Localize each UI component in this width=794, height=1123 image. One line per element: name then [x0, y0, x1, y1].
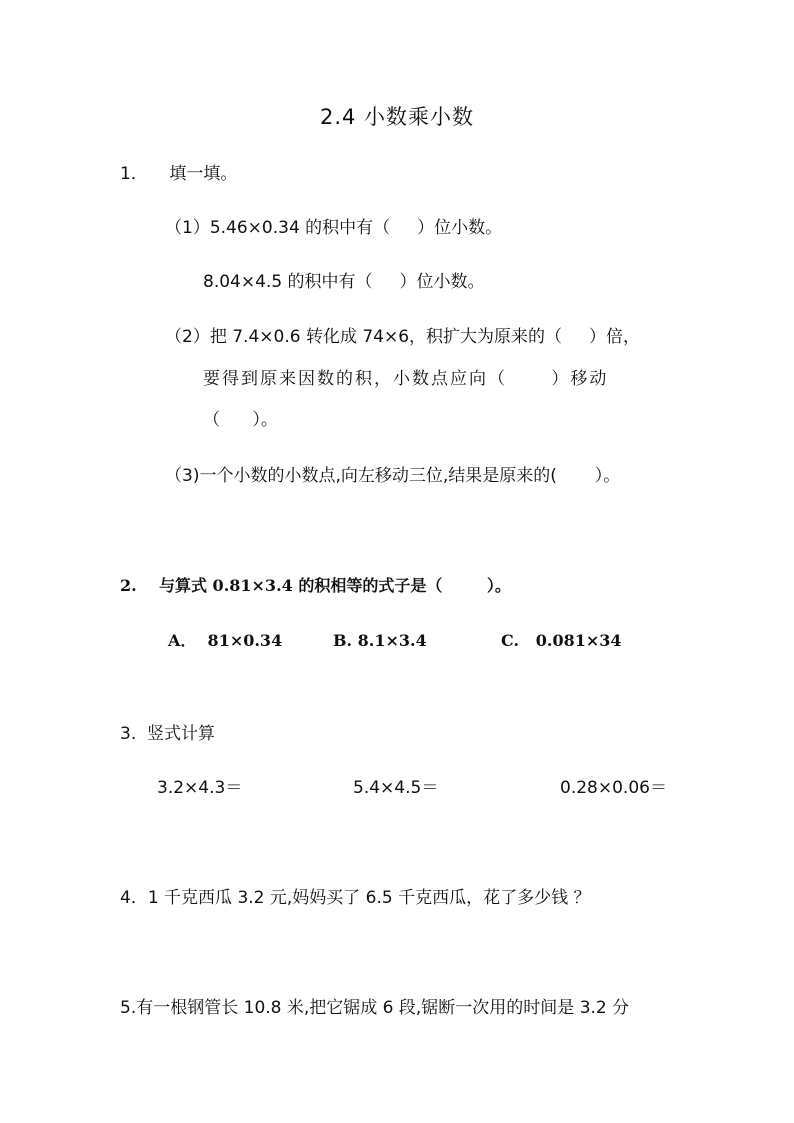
q3-heading: 3. 竖式计算	[120, 724, 216, 744]
q2-option-a: A． 81×0.34	[168, 631, 283, 650]
q3-item-1: 3.2×4.3＝	[157, 778, 243, 798]
q1-heading: 1． 填一填。	[120, 164, 238, 184]
q4-text: 4．1 千克西瓜 3.2 元,妈妈买了 6.5 千克西瓜，花了多少钱 ？	[120, 888, 591, 908]
q3-item-3: 0.28×0.06＝	[560, 778, 667, 798]
q5-text: 5.有一根钢管长 10.8 米,把它锯成 6 段,锯断一次用的时间是 3.2 分	[120, 998, 630, 1018]
q1-sub1-line1: （1）5.46×0.34 的积中有（ ）位小数。	[165, 218, 503, 238]
q1-sub2-line3: （ ）。	[203, 410, 278, 430]
q2-heading: 2. 与算式 0.81×3.4 的积相等的式子是（ ）。	[120, 576, 511, 595]
page-title: 2.4 小数乘小数	[319, 105, 475, 129]
q2-option-b: B. 8.1×3.4	[333, 631, 427, 650]
q2-option-c: C. 0.081×34	[501, 631, 622, 650]
q1-sub2-line2: 要得到原来因数的积，小数点应向（ ）移动	[203, 369, 609, 389]
q3-item-2: 5.4×4.5＝	[353, 778, 439, 798]
q1-sub1-line2: 8.04×4.5 的积中有（ ）位小数。	[203, 272, 485, 292]
q1-sub3: （3)一个小数的小数点,向左移动三位,结果是原来的( ）。	[165, 466, 621, 486]
q1-sub2-line1: （2）把 7.4×0.6 转化成 74×6，积扩大为原来的（ ）倍，	[165, 327, 641, 347]
